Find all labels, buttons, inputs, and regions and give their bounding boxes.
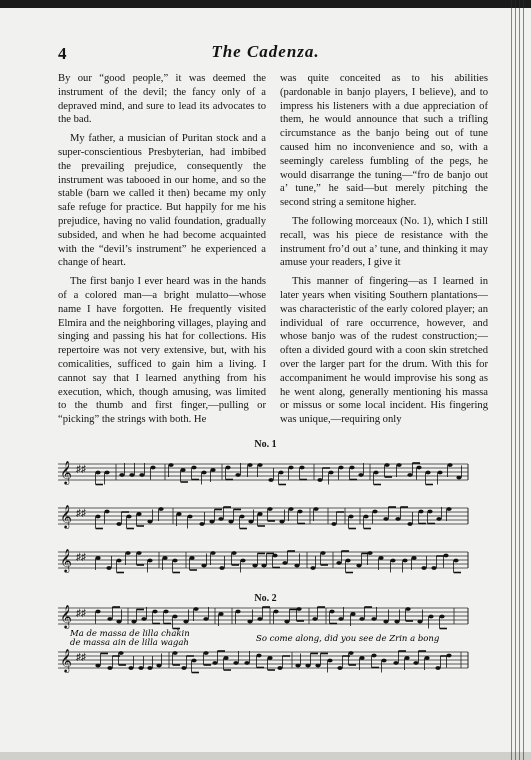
key-signature: ♯♯ — [76, 608, 86, 619]
note-head — [350, 612, 355, 616]
handwritten-lyrics-a: Ma de massa de lilla chakin — [70, 629, 190, 639]
note-head — [147, 559, 152, 563]
note-head — [158, 507, 163, 511]
note-head — [456, 476, 461, 480]
note-head — [439, 615, 444, 619]
note-head — [107, 617, 112, 621]
key-signature: ♯♯ — [76, 652, 86, 663]
note-head — [436, 517, 441, 521]
note-head — [189, 556, 194, 560]
note-head — [417, 620, 422, 624]
note-head — [402, 559, 407, 563]
note-head — [273, 610, 278, 614]
note-head — [348, 515, 353, 519]
note-head — [348, 651, 353, 655]
note-head — [183, 620, 188, 624]
note-head — [329, 610, 334, 614]
note-head — [212, 661, 217, 665]
note-head — [404, 656, 409, 660]
note-head — [203, 651, 208, 655]
key-signature: ♯♯ — [76, 508, 86, 519]
note-head — [248, 520, 253, 524]
note-head — [378, 556, 383, 560]
note-head — [405, 607, 410, 611]
music-example-1-label: No. 1 — [254, 439, 277, 450]
treble-clef: 𝄞 — [60, 604, 72, 628]
note-head — [107, 666, 112, 670]
note-head — [95, 471, 100, 475]
note-head — [136, 551, 141, 555]
note-head — [201, 564, 206, 568]
note-head — [180, 468, 185, 472]
key-signature: ♯♯ — [76, 552, 86, 563]
note-head — [268, 478, 273, 482]
staff-system-voice — [58, 604, 468, 629]
note-head — [138, 666, 143, 670]
note-head — [338, 617, 343, 621]
handwritten-lyrics-b: de massa ain de lilla wagah — [70, 638, 189, 648]
note-head — [128, 666, 133, 670]
left-text-column — [58, 72, 266, 432]
treble-clef: 𝄞 — [60, 648, 72, 672]
note-head — [247, 463, 252, 467]
note-head — [424, 656, 429, 660]
note-head — [252, 564, 257, 568]
note-head — [172, 559, 177, 563]
note-head — [131, 620, 136, 624]
note-head — [425, 471, 430, 475]
note-head — [156, 664, 161, 668]
note-head — [244, 661, 249, 665]
note-head — [282, 561, 287, 565]
note-head — [313, 507, 318, 511]
handwritten-lyrics-c: So come along, did you see de Zrin a bong — [256, 634, 440, 644]
note-head — [447, 463, 452, 467]
paragraph: By our “good people,” it was deemed the instrument of the devil; the fancy only of a depraved mind, and sure to lead its advocates to the bad. — [58, 73, 266, 126]
note-head — [393, 661, 398, 665]
note-head — [367, 551, 372, 555]
note-head — [279, 520, 284, 524]
note-head — [416, 466, 421, 470]
note-head — [384, 463, 389, 467]
note-head — [233, 661, 238, 665]
note-head — [181, 666, 186, 670]
note-head — [231, 551, 236, 555]
note-head — [435, 666, 440, 670]
note-head — [129, 473, 134, 477]
staff-system-banjo — [58, 648, 468, 673]
scan-bottom-edge — [0, 752, 531, 760]
note-head — [383, 517, 388, 521]
note-head — [257, 463, 262, 467]
note-head — [261, 564, 266, 568]
note-head — [272, 554, 277, 558]
note-head — [228, 520, 233, 524]
paragraph: The following morceaux (No. 1), which I still recall, was his piece de resistance with the instrument fro’d out a’ tune, and thinking it may amuse your readers, I give it — [280, 215, 488, 269]
note-head — [257, 512, 262, 516]
note-head — [320, 551, 325, 555]
note-head — [312, 617, 317, 621]
paragraph: The first banjo I ever heard was in the hands of a colored man—a bright mulatto—whose name I have forgotten. He frequently visited Elmira and the neighboring villages, playing and singing and passing his hat for collections. His repertoire was not very extensive, but, with his comicalities, sufficed to gain him a living. I cannot say that I learned anything from his execution, which, though amusing, was limited to the thumb and first finger,—pulling or “picking” the strings with both. He — [58, 276, 266, 426]
note-head — [240, 559, 245, 563]
running-title: The Cadenza. — [211, 42, 320, 61]
note-head — [428, 615, 433, 619]
note-head — [267, 656, 272, 660]
note-head — [437, 471, 442, 475]
note-head — [431, 566, 436, 570]
page-number: 4 — [58, 44, 67, 63]
note-head — [225, 466, 230, 470]
note-head — [349, 466, 354, 470]
note-head — [104, 471, 109, 475]
note-head — [210, 551, 215, 555]
note-head — [139, 473, 144, 477]
note-head — [390, 559, 395, 563]
note-head — [210, 468, 215, 472]
note-head — [305, 664, 310, 668]
note-head — [310, 566, 315, 570]
note-head — [363, 515, 368, 519]
note-head — [359, 617, 364, 621]
note-head — [407, 473, 412, 477]
key-signature: ♯♯ — [76, 464, 86, 475]
note-head — [191, 659, 196, 663]
note-head — [163, 610, 168, 614]
note-head — [358, 473, 363, 477]
note-head — [371, 654, 376, 658]
note-head — [187, 515, 192, 519]
note-head — [162, 556, 167, 560]
note-head — [118, 651, 123, 655]
note-head — [277, 666, 282, 670]
note-head — [95, 610, 100, 614]
note-head — [299, 466, 304, 470]
note-head — [395, 517, 400, 521]
note-head — [147, 520, 152, 524]
note-head — [381, 659, 386, 663]
note-head — [106, 566, 111, 570]
note-head — [219, 566, 224, 570]
note-head — [383, 620, 388, 624]
note-head — [125, 551, 130, 555]
note-head — [223, 656, 228, 660]
note-head — [453, 559, 458, 563]
note-head — [294, 564, 299, 568]
note-head — [295, 664, 300, 668]
note-head — [239, 515, 244, 519]
note-head — [446, 507, 451, 511]
note-head — [288, 466, 293, 470]
note-head — [136, 512, 141, 516]
note-head — [95, 515, 100, 519]
note-head — [371, 617, 376, 621]
note-head — [284, 620, 289, 624]
note-head — [235, 610, 240, 614]
note-head — [427, 510, 432, 514]
note-head — [95, 556, 100, 560]
note-head — [267, 507, 272, 511]
note-head — [418, 510, 423, 514]
staff-system-3 — [58, 548, 468, 573]
note-head — [331, 522, 336, 526]
note-head — [315, 664, 320, 668]
note-head — [338, 466, 343, 470]
note-head — [407, 522, 412, 526]
note-head — [104, 510, 109, 514]
paragraph: This manner of fingering—as I learned in later years when visiting Southern plantations—was characteristic of the early colored player; an individual of rare occurrence, however, and whose banjo was of the rudest construction;—often a divided gourd with a coon skin stretched over the larger part for the drum. With this for accompaniment he would improvise his song as he went along, generally mentioning his massa or missus or some local incident. His fingering was unique,—requiring only — [280, 276, 488, 426]
note-head — [176, 512, 181, 516]
note-head — [247, 620, 252, 624]
note-head — [116, 559, 121, 563]
note-head — [150, 466, 155, 470]
music-score-no2 — [56, 602, 472, 682]
note-head — [394, 620, 399, 624]
note-head — [147, 666, 152, 670]
note-head — [256, 654, 261, 658]
paragraph: My father, a musician of Puritan stock and a super-conscientious Presbyterian, had imbibed the prevailing prejudice, consequently the instrument was tabooed in our home, and so the stable (barn we called it then) became my only safe refuge for practice. But happily for me his prejudice, having no valid foundation, gradually subsided, and when he had become acquainted with the “devil’s instrument” he experienced a change of heart. — [58, 133, 266, 269]
note-head — [168, 463, 173, 467]
paragraph: was quite conceited as to his abilities (pardonable in banjo players, I believe), and to impress his listeners with a due appreciation of them, he would announce that such a trifling circumstance as the banjo being out of tune caused him no inconvenience and so, with a seemingly careless fumbling of the pegs, he would disarrange the tuning—“fro de banjo out a’ tune,” he said—but merely pitching the second string a semitone higher. — [280, 73, 488, 209]
note-head — [95, 664, 100, 668]
book-spine-edge — [511, 0, 525, 760]
note-head — [297, 510, 302, 514]
note-head — [199, 522, 204, 526]
note-head — [126, 515, 131, 519]
note-head — [411, 556, 416, 560]
note-head — [201, 471, 206, 475]
note-head — [372, 510, 377, 514]
note-head — [152, 610, 157, 614]
note-head — [373, 471, 378, 475]
note-head — [116, 522, 121, 526]
note-head — [235, 473, 240, 477]
staff-system-1 — [58, 460, 468, 485]
note-head — [345, 559, 350, 563]
note-head — [141, 617, 146, 621]
note-head — [356, 564, 361, 568]
note-head — [296, 607, 301, 611]
note-head — [396, 463, 401, 467]
note-head — [218, 517, 223, 521]
right-text-column — [280, 72, 488, 432]
scan-top-edge — [0, 0, 531, 8]
treble-clef: 𝄞 — [60, 548, 72, 572]
note-head — [337, 666, 342, 670]
note-head — [336, 561, 341, 565]
note-head — [288, 507, 293, 511]
note-head — [421, 566, 426, 570]
music-example-2-label: No. 2 — [254, 593, 277, 604]
note-head — [116, 620, 121, 624]
note-head — [193, 607, 198, 611]
note-head — [172, 615, 177, 619]
note-head — [119, 473, 124, 477]
note-head — [209, 520, 214, 524]
note-head — [328, 471, 333, 475]
note-head — [327, 659, 332, 663]
note-head — [257, 617, 262, 621]
note-head — [413, 661, 418, 665]
note-head — [278, 471, 283, 475]
staff-system-2 — [58, 504, 468, 529]
treble-clef: 𝄞 — [60, 460, 72, 484]
music-score-no1 — [56, 452, 472, 582]
note-head — [191, 466, 196, 470]
note-head — [317, 478, 322, 482]
note-head — [446, 654, 451, 658]
note-head — [172, 651, 177, 655]
treble-clef: 𝄞 — [60, 504, 72, 528]
note-head — [359, 656, 364, 660]
note-head — [443, 554, 448, 558]
note-head — [218, 612, 223, 616]
note-head — [203, 617, 208, 621]
